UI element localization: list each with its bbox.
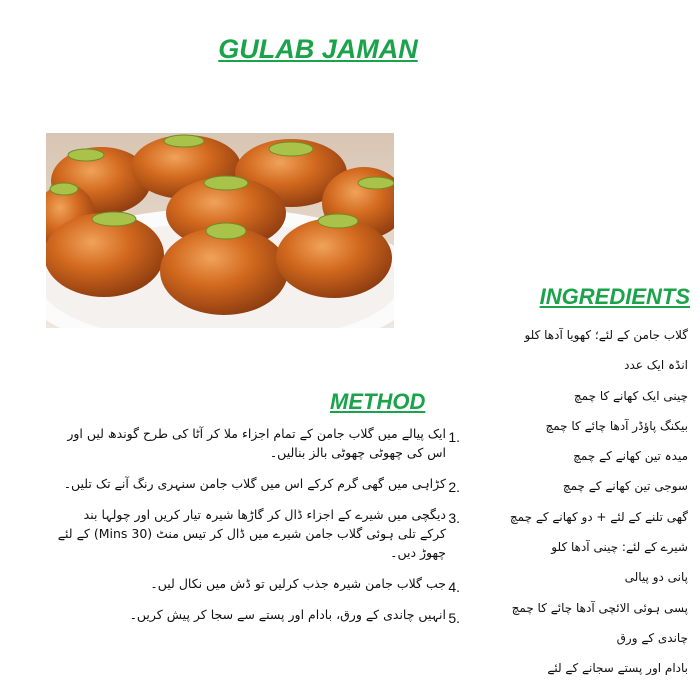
list-item: چینی ایک کھانے کا چمچ	[573, 388, 688, 403]
step-text: جب گلاب جامن شیرہ جذب کرلیں تو ڈش میں نکال لیں۔	[150, 576, 446, 591]
step-number: 3.	[448, 510, 460, 526]
ingredients-list	[438, 320, 688, 684]
list-item: پسی ہوئی الائچی آدھا چائے کا چمچ	[511, 600, 688, 615]
list-item: گھی تلنے کے لئے + دو کھانے کے چمچ	[509, 509, 688, 524]
step-text: انہیں چاندی کے ورق، بادام اور پستے سے سجا کر پیش کریں۔	[129, 607, 446, 622]
method-heading: METHOD	[330, 389, 426, 414]
list-item: انڈہ ایک عدد	[624, 358, 688, 373]
method-step	[36, 474, 460, 495]
step-number: 5.	[448, 610, 460, 626]
list-item: گلاب جامن کے لئے؛ کھویا آدھا کلو	[524, 328, 688, 342]
method-step	[36, 605, 460, 626]
page-title: GULAB JAMAN	[218, 34, 418, 64]
step-number: 4.	[448, 579, 460, 595]
method-step	[36, 505, 460, 562]
method-list	[36, 424, 460, 626]
step-number: 1.	[448, 429, 460, 445]
gulab-jamun-icon	[46, 133, 394, 328]
step-number: 2.	[448, 479, 460, 495]
gulab-jamun-photo	[46, 133, 394, 328]
step-text: کڑاہی میں گھی گرم کرکے اس میں گلاب جامن سنہری رنگ آنے تک تلیں۔	[63, 476, 446, 491]
step-text: دیگچی میں شیرے کے اجزاء ڈال کر گاڑھا شیرہ تیار کریں اور چولہا بند کرکے تلی ہوئی گلاب جامن شیرے میں ڈال کر تیس منٹ (30 Mins) کے لئے چھوڑ دیں۔	[57, 507, 446, 560]
list-item: بیکنگ پاؤڈر آدھا چائے کا چمچ	[545, 418, 688, 433]
method-step	[36, 424, 460, 462]
list-item: شیرے کے لئے: چینی آدھا کلو	[551, 540, 688, 555]
ingredients-heading: INGREDIENTS	[539, 284, 690, 309]
list-item: چاندی کے ورق	[616, 630, 688, 645]
list-item: میدہ تین کھانے کے چمچ	[573, 449, 688, 464]
method-step	[36, 574, 460, 595]
step-text: ایک پیالے میں گلاب جامن کے تمام اجزاء ملا کر آٹا کی طرح گوندھ لیں اور اس کی چھوٹی چھوٹی بالز بنالیں۔	[67, 426, 446, 460]
list-item: پانی دو پیالی	[624, 570, 688, 585]
list-item: سوجی تین کھانے کے چمچ	[562, 479, 688, 494]
list-item: بادام اور پستے سجانے کے لئے	[547, 661, 688, 676]
